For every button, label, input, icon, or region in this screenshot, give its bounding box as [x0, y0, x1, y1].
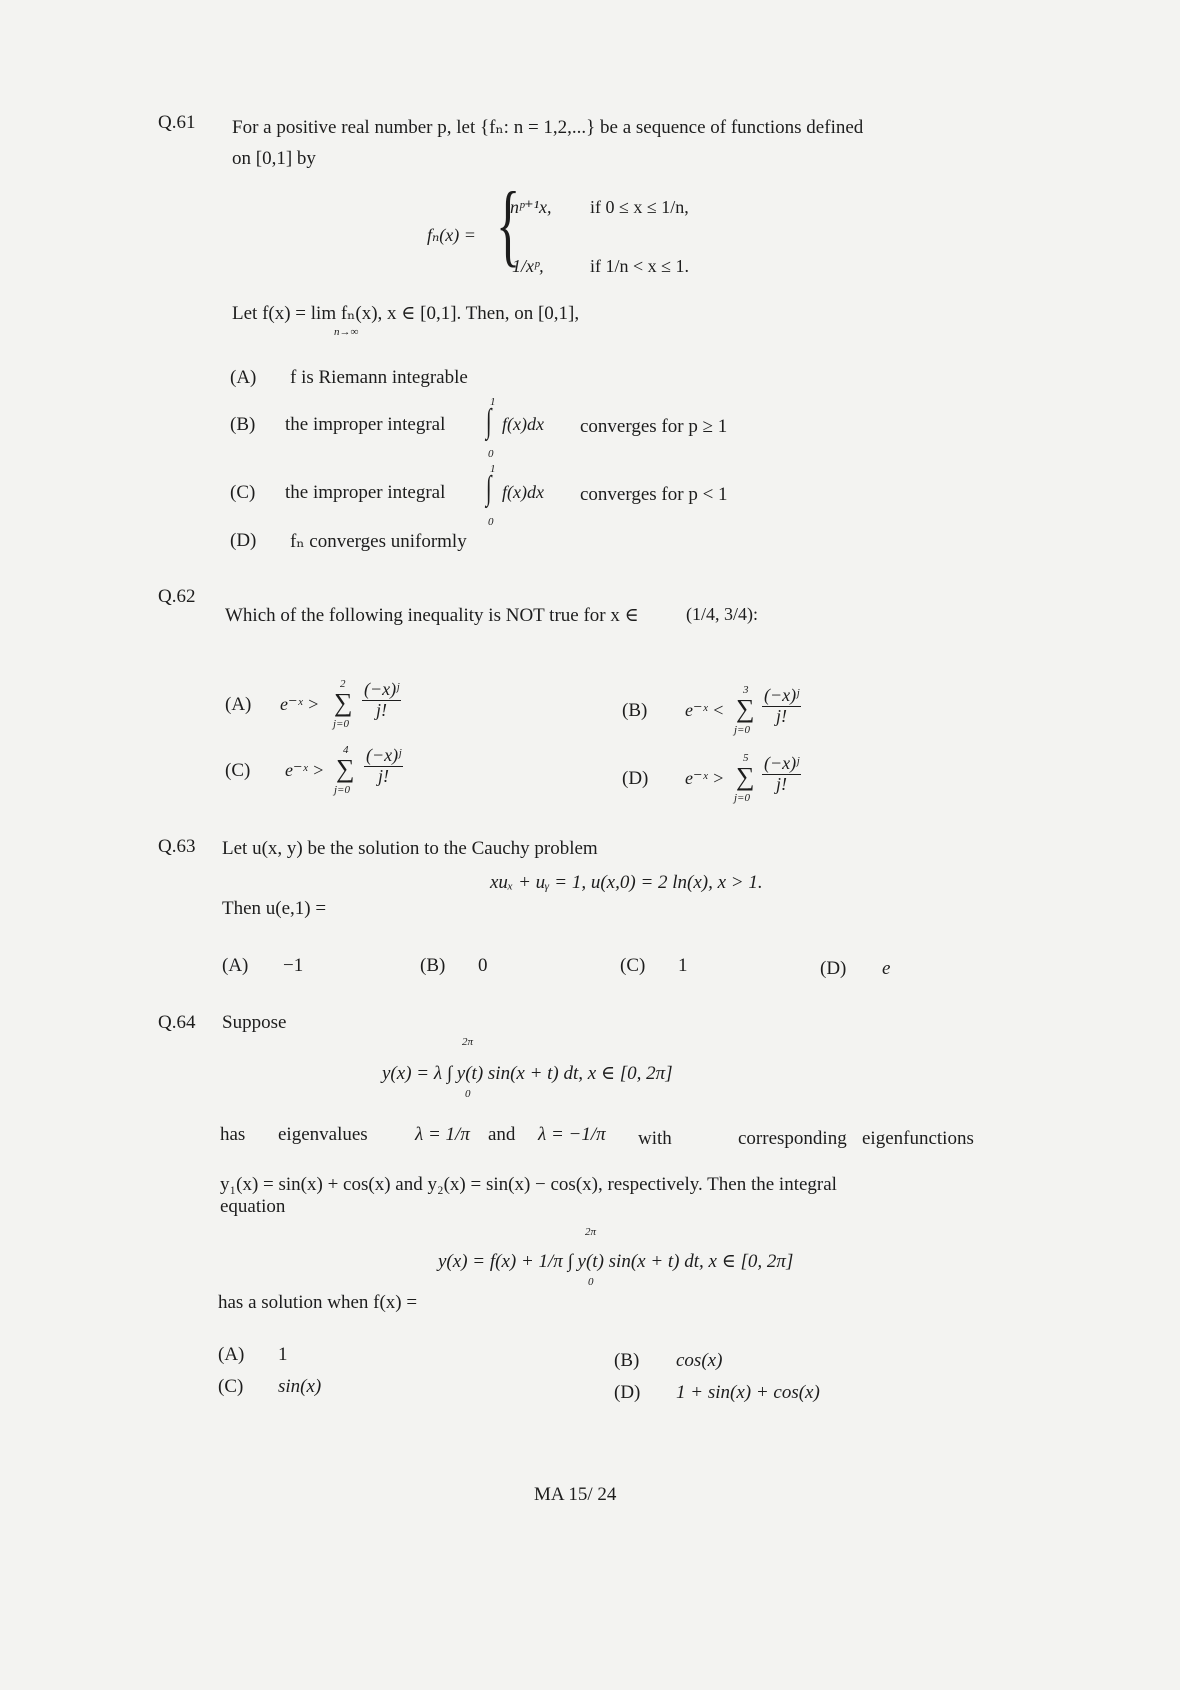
q64-option-b-label: (B) — [614, 1350, 640, 1371]
q64-solution-line: has a solution when f(x) = — [218, 1292, 418, 1313]
q62-option-a-lower: j=0 — [333, 718, 349, 730]
q61-lim-sub: n→∞ — [334, 326, 359, 338]
q61-intro-line1: For a positive real number p, let {fₙ: n = 1,2,...} be a sequence of functions defined — [232, 117, 864, 138]
q62-option-c-lower: j=0 — [334, 784, 350, 796]
q62-option-b-upper: 3 — [743, 684, 749, 696]
q61-option-c-post: converges for p < 1 — [580, 484, 728, 505]
q63-then: Then u(e,1) = — [222, 898, 327, 919]
q63-option-b-text: 0 — [478, 955, 488, 976]
q62-option-c-label: (C) — [225, 760, 251, 781]
q63-option-a-text: −1 — [283, 955, 304, 976]
q64-has: has — [220, 1124, 246, 1145]
q62-option-d-label: (D) — [622, 768, 649, 789]
q64-equation-word: equation — [220, 1196, 286, 1217]
q61-option-b-post: converges for p ≥ 1 — [580, 416, 728, 437]
q64-eq1-upper: 2π — [462, 1036, 474, 1048]
q64-and: and — [488, 1124, 516, 1145]
q61-option-d-text: fₙ converges uniformly — [290, 531, 467, 552]
q64-option-d-label: (D) — [614, 1382, 641, 1403]
q62-option-a-upper: 2 — [340, 678, 346, 690]
q64-eq2-upper: 2π — [585, 1226, 597, 1238]
q64-option-a-text: 1 — [278, 1344, 288, 1365]
integral-sign: ∫ — [485, 403, 492, 440]
question-number-61: Q.61 — [158, 112, 196, 133]
q64-option-c-text: sin(x) — [278, 1376, 322, 1397]
q64-eq2: y(x) = f(x) + 1/π ∫ y(t) sin(x + t) dt, x ∈ [0, 2π] — [438, 1251, 794, 1272]
q64-lambda2: λ = −1/π — [538, 1124, 606, 1145]
q61-case2-expr: 1/xᵖ, — [512, 256, 544, 276]
q61-case1-expr: nᵖ⁺¹x, — [510, 197, 552, 217]
q63-option-c-label: (C) — [620, 955, 646, 976]
q64-option-b-text: cos(x) — [676, 1350, 723, 1371]
q64-option-c-label: (C) — [218, 1376, 244, 1397]
q61-option-c-upper: 1 — [490, 463, 496, 475]
q62-option-d-lower: j=0 — [734, 792, 750, 804]
q64-corresponding: corresponding — [738, 1128, 847, 1149]
q61-fn-label: fₙ(x) = — [427, 225, 476, 245]
q64-line3: y₁(x) = sin(x) + cos(x) and y₂(x) = sin(x) − cos(x), respectively. Then the integral — [220, 1174, 837, 1195]
q63-option-b-label: (B) — [420, 955, 446, 976]
q64-eigenvalues: eigenvalues — [278, 1124, 368, 1145]
term-numerator: (−x)ʲ — [366, 745, 402, 765]
sum-sign: ∑ — [736, 694, 755, 723]
sum-sign: ∑ — [336, 754, 355, 783]
q61-option-b-pre: the improper integral — [285, 414, 446, 435]
q61-option-c-lower: 0 — [488, 516, 494, 528]
q61-option-b-upper: 1 — [490, 396, 496, 408]
q61-let-line: Let f(x) = lim fₙ(x), x ∈ [0,1]. Then, on [0,1], — [232, 303, 580, 324]
q61-case1-cond: if 0 ≤ x ≤ 1/n, — [590, 197, 689, 217]
term-numerator: (−x)ʲ — [764, 685, 800, 705]
term-denominator: j! — [376, 699, 388, 720]
q61-intro-line2: on [0,1] by — [232, 148, 316, 169]
q62-option-d-upper: 5 — [743, 752, 749, 764]
q62-option-b-lower: j=0 — [734, 724, 750, 736]
q63-option-a-label: (A) — [222, 955, 249, 976]
q64-option-a-label: (A) — [218, 1344, 245, 1365]
q62-option-d-term — [762, 754, 801, 795]
q64-with: with — [638, 1128, 672, 1149]
q63-option-c-text: 1 — [678, 955, 688, 976]
q61-option-a-label: (A) — [230, 367, 257, 388]
q62-question: Which of the following inequality is NOT true for x ∈ — [225, 605, 639, 626]
q61-option-a-text: f is Riemann integrable — [290, 367, 468, 388]
q64-option-d-text: 1 + sin(x) + cos(x) — [676, 1382, 820, 1403]
q64-eq1-lower: 0 — [465, 1088, 471, 1100]
integral-sign: ∫ — [485, 470, 492, 507]
q61-option-c-label: (C) — [230, 482, 256, 503]
q64-eq1: y(x) = λ ∫ y(t) sin(x + t) dt, x ∈ [0, 2π] — [382, 1063, 673, 1084]
sum-sign: ∑ — [334, 688, 353, 717]
q61-option-c-integrand: f(x)dx — [502, 482, 544, 502]
q61-option-d-label: (D) — [230, 530, 257, 551]
q64-lambda1: λ = 1/π — [415, 1124, 470, 1145]
q62-option-b-label: (B) — [622, 700, 648, 721]
q62-option-a-lhs: e⁻ˣ > — [280, 694, 320, 714]
q62-option-a-label: (A) — [225, 694, 252, 715]
q62-option-b-term — [762, 686, 801, 727]
q61-option-c-pre: the improper integral — [285, 482, 446, 503]
q62-option-b-lhs: e⁻ˣ < — [685, 700, 725, 720]
q62-option-c-term — [364, 746, 403, 787]
sum-sign: ∑ — [736, 762, 755, 791]
q64-suppose: Suppose — [222, 1012, 287, 1033]
q62-option-d-lhs: e⁻ˣ > — [685, 768, 725, 788]
q61-option-b-lower: 0 — [488, 448, 494, 460]
q63-option-d-text: e — [882, 958, 891, 979]
term-denominator: j! — [776, 705, 788, 726]
q64-eigenfunctions: eigenfunctions — [862, 1128, 974, 1149]
q63-option-d-label: (D) — [820, 958, 847, 979]
q62-interval: (1/4, 3/4): — [686, 604, 758, 624]
q63-question: Let u(x, y) be the solution to the Cauchy problem — [222, 838, 598, 859]
q63-equation: xuₓ + uᵧ = 1, u(x,0) = 2 ln(x), x > 1. — [490, 872, 763, 893]
question-number-64: Q.64 — [158, 1012, 196, 1033]
term-numerator: (−x)ʲ — [364, 679, 400, 699]
q64-eq2-lower: 0 — [588, 1276, 594, 1288]
q62-option-c-lhs: e⁻ˣ > — [285, 760, 325, 780]
page-footer: MA 15/ 24 — [534, 1484, 617, 1505]
q62-option-a-term — [362, 680, 401, 721]
q61-brace: { — [496, 173, 521, 275]
term-denominator: j! — [776, 773, 788, 794]
question-number-62: Q.62 — [158, 586, 196, 607]
term-denominator: j! — [378, 765, 390, 786]
q61-case2-cond: if 1/n < x ≤ 1. — [590, 256, 690, 276]
question-number-63: Q.63 — [158, 836, 196, 857]
term-numerator: (−x)ʲ — [764, 753, 800, 773]
q61-option-b-label: (B) — [230, 414, 256, 435]
q62-option-c-upper: 4 — [343, 744, 349, 756]
q61-option-b-integrand: f(x)dx — [502, 414, 544, 434]
